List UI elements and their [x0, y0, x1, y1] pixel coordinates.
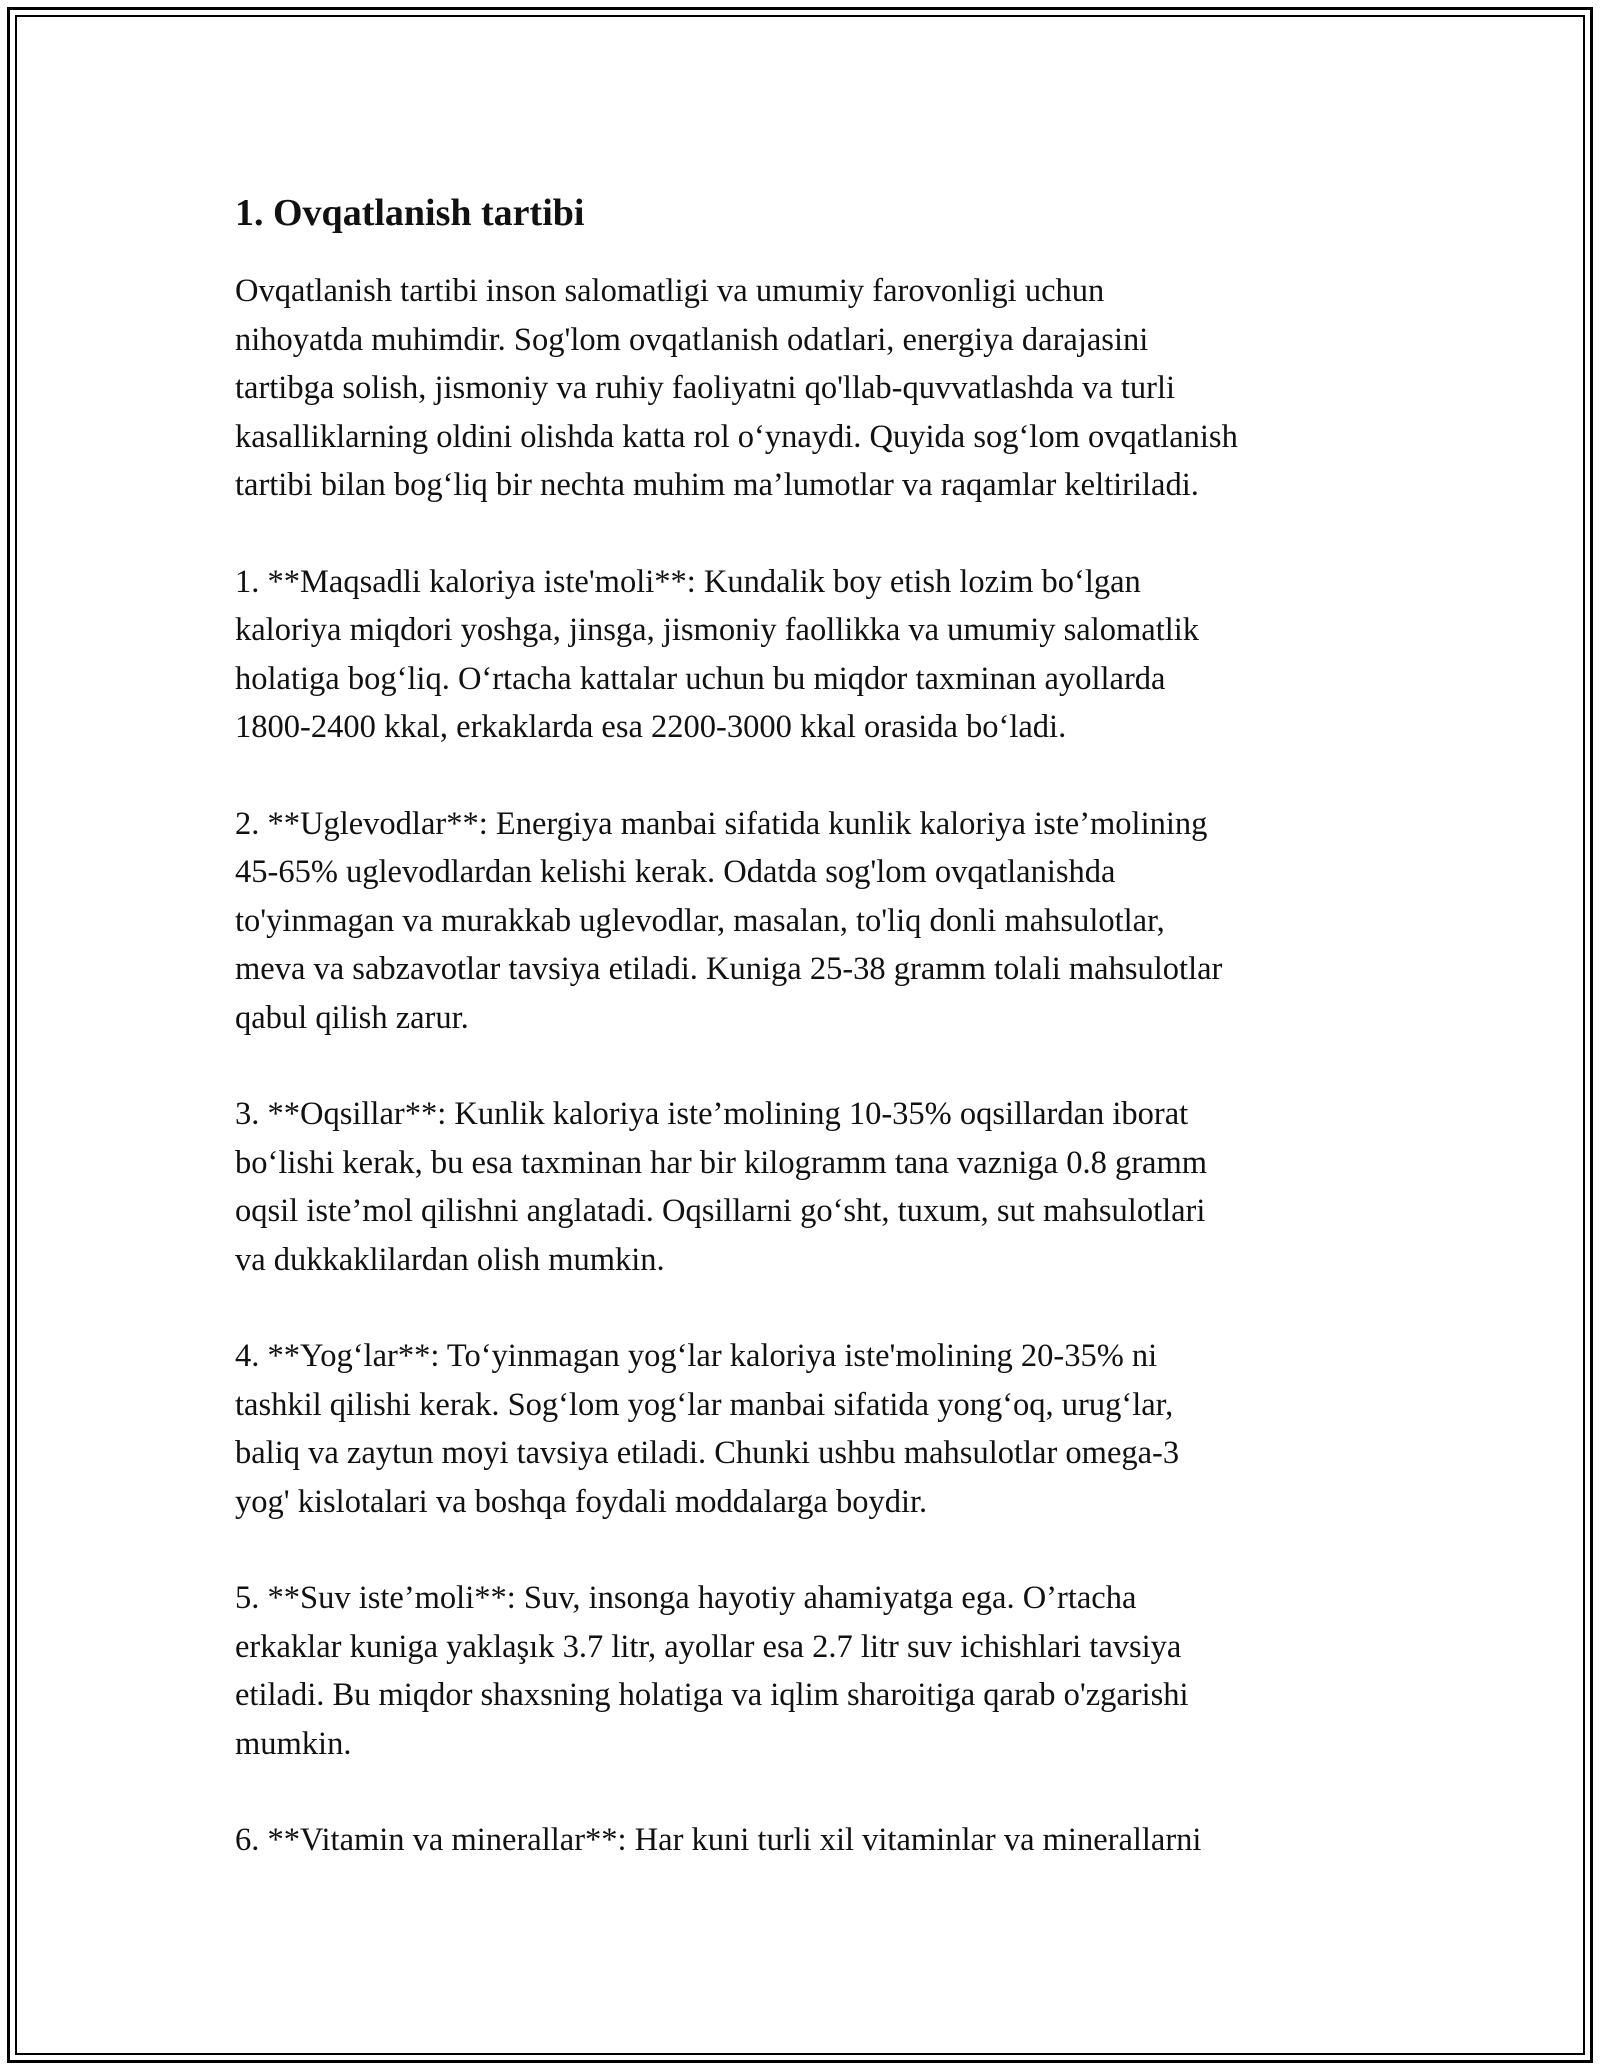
- paragraph-proteins: 3. **Oqsillar**: Kunlik kaloriya iste’molining 10-35% oqsillardan iborat bo‘lishi kerak, bu esa taxminan har bir kilogramm tana vazniga 0.8 gramm oqsil iste’mol qilishni anglatadi. Oqsillarni go‘sht, tuxum, sut mahsulotlari va dukkaklilardan olish mumkin.: [235, 1096, 1208, 1278]
- section-title: 1. Ovqatlanish tartibi: [235, 192, 585, 234]
- paragraph-calorie-intake: 1. **Maqsadli kaloriya iste'moli**: Kundalik boy etish lozim bo‘lgan kaloriya miqdori yoshga, jinsga, jismoniy faollikka va umumiy salomatlik holatiga bog‘liq. O‘rtacha kattalar uchun bu miqdor taxminan ayollarda 1800-2400 kkal, erkaklarda esa 2200-3000 kkal orasida bo‘ladi.: [235, 563, 1200, 745]
- paragraph-fats: 4. **Yog‘lar**: To‘yinmagan yog‘lar kaloriya iste'molining 20-35% ni tashkil qilishi kerak. Sog‘lom yog‘lar manbai sifatida yong‘oq, urug‘lar, baliq va zaytun moyi tavsiya etiladi. Chunki ushbu mahsulotlar omega-3 yog' kislotalari va boshqa foydali moddalarga boydir.: [235, 1338, 1180, 1520]
- paragraph-carbohydrates: 2. **Uglevodlar**: Energiya manbai sifatida kunlik kaloriya iste’molining 45-65% uglevodlardan kelishi kerak. Odatda sog'lom ovqatlanishda to'yinmagan va murakkab uglevodlar, masalan, to'liq donli mahsulotlar, meva va sabzavotlar tavsiya etiladi. Kuniga 25-38 gramm tolali mahsulotlar qabul qilish zarur.: [235, 805, 1223, 1036]
- document-body: [235, 185, 1385, 1913]
- paragraph-vitamins-minerals: 6. **Vitamin va minerallar**: Har kuni turli xil vitaminlar va minerallarni: [235, 1822, 1202, 1858]
- intro-paragraph: Ovqatlanish tartibi inson salomatligi va umumiy farovonligi uchun nihoyatda muhimdir. Sog'lom ovqatlanish odatlari, energiya darajasini tartibga solish, jismoniy va ruhiy faoliyatni qo'llab-quvvatlashda va turli kasalliklarning oldini olishda katta rol o‘ynaydi. Quyida sog‘lom ovqatlanish tartibi bilan bog‘liq bir nechta muhim ma’lumotlar va raqamlar keltiriladi.: [235, 273, 1238, 503]
- paragraph-water-intake: 5. **Suv iste’moli**: Suv, insonga hayotiy ahamiyatga ega. O’rtacha erkaklar kuniga yaklaşık 3.7 litr, ayollar esa 2.7 litr suv ichishlari tavsiya etiladi. Bu miqdor shaxsning holatiga va iqlim sharoitiga qarab o'zgarishi mumkin.: [235, 1580, 1189, 1762]
